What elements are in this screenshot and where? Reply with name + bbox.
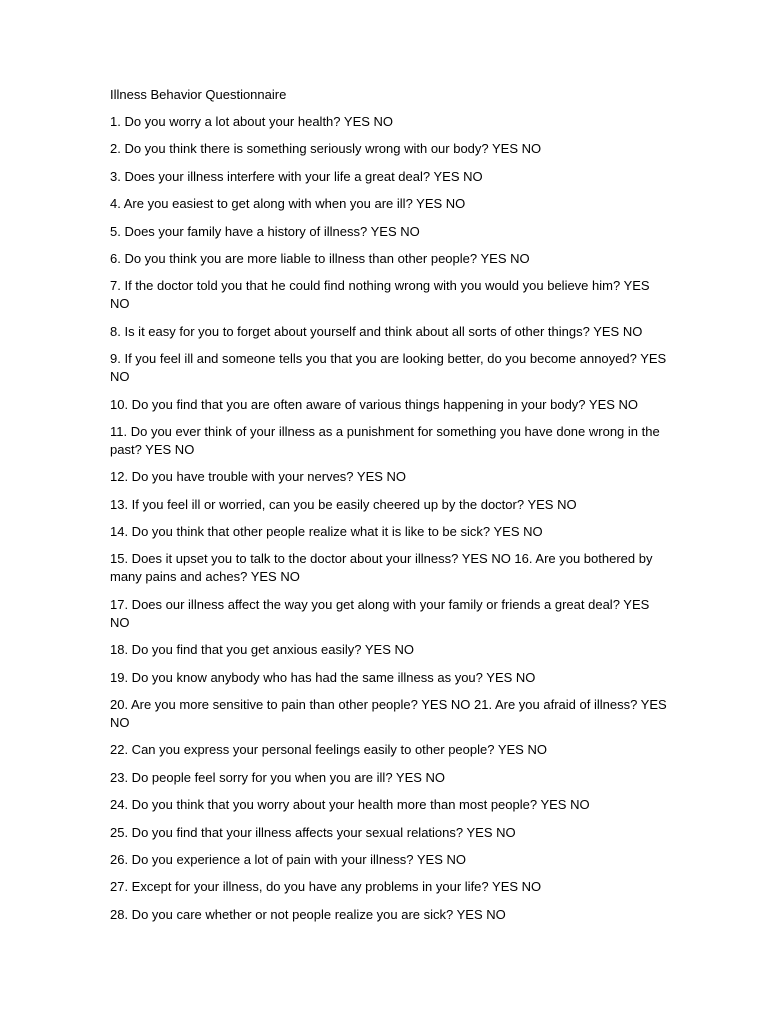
question-15-16: 15. Does it upset you to talk to the doctor about your illness? YES NO 16. Are you bothered by many pains and aches? YES NO: [110, 551, 653, 585]
question-20-21: 20. Are you more sensitive to pain than other people? YES NO 21. Are you afraid of illness? YES NO: [110, 697, 667, 731]
question-17: 17. Does our illness affect the way you get along with your family or friends a great deal? YES NO: [110, 596, 650, 630]
question-5: 5. Does your family have a history of illness? YES NO: [110, 223, 420, 239]
question-13: 13. If you feel ill or worried, can you be easily cheered up by the doctor? YES NO: [110, 496, 577, 512]
question-11: 11. Do you ever think of your illness as a punishment for something you have done wrong in the past? YES NO: [110, 423, 660, 457]
question-3: 3. Does your illness interfere with your life a great deal? YES NO: [110, 168, 483, 184]
question-12: 12. Do you have trouble with your nerves? YES NO: [110, 469, 407, 485]
question-10: 10. Do you find that you are often aware of various things happening in your body? YES NO: [110, 396, 639, 412]
question-14: 14. Do you think that other people realize what it is like to be sick? YES NO: [110, 524, 543, 540]
question-27: 27. Except for your illness, do you have any problems in your life? YES NO: [110, 879, 542, 895]
question-26: 26. Do you experience a lot of pain with your illness? YES NO: [110, 851, 467, 867]
question-4: 4. Are you easiest to get along with when you are ill? YES NO: [110, 196, 466, 212]
document-title: Illness Behavior Questionnaire: [110, 87, 287, 102]
question-22: 22. Can you express your personal feelings easily to other people? YES NO: [110, 742, 547, 758]
question-2: 2. Do you think there is something seriously wrong with our body? YES NO: [110, 141, 542, 157]
question-7: 7. If the doctor told you that he could find nothing wrong with you would you believe him? YES NO: [110, 278, 650, 312]
question-23: 23. Do people feel sorry for you when you are ill? YES NO: [110, 769, 446, 785]
question-9: 9. If you feel ill and someone tells you that you are looking better, do you become annoyed? YES NO: [110, 351, 667, 385]
question-18: 18. Do you find that you get anxious easily? YES NO: [110, 642, 414, 658]
document-page: [110, 86, 670, 933]
question-19: 19. Do you know anybody who has had the same illness as you? YES NO: [110, 669, 536, 685]
question-1: 1. Do you worry a lot about your health? YES NO: [110, 114, 394, 129]
question-6: 6. Do you think you are more liable to illness than other people? YES NO: [110, 250, 530, 266]
question-28: 28. Do you care whether or not people realize you are sick? YES NO: [110, 906, 506, 922]
question-8: 8. Is it easy for you to forget about yourself and think about all sorts of other things? YES NO: [110, 323, 643, 339]
question-25: 25. Do you find that your illness affects your sexual relations? YES NO: [110, 824, 516, 840]
question-24: 24. Do you think that you worry about your health more than most people? YES NO: [110, 797, 590, 813]
